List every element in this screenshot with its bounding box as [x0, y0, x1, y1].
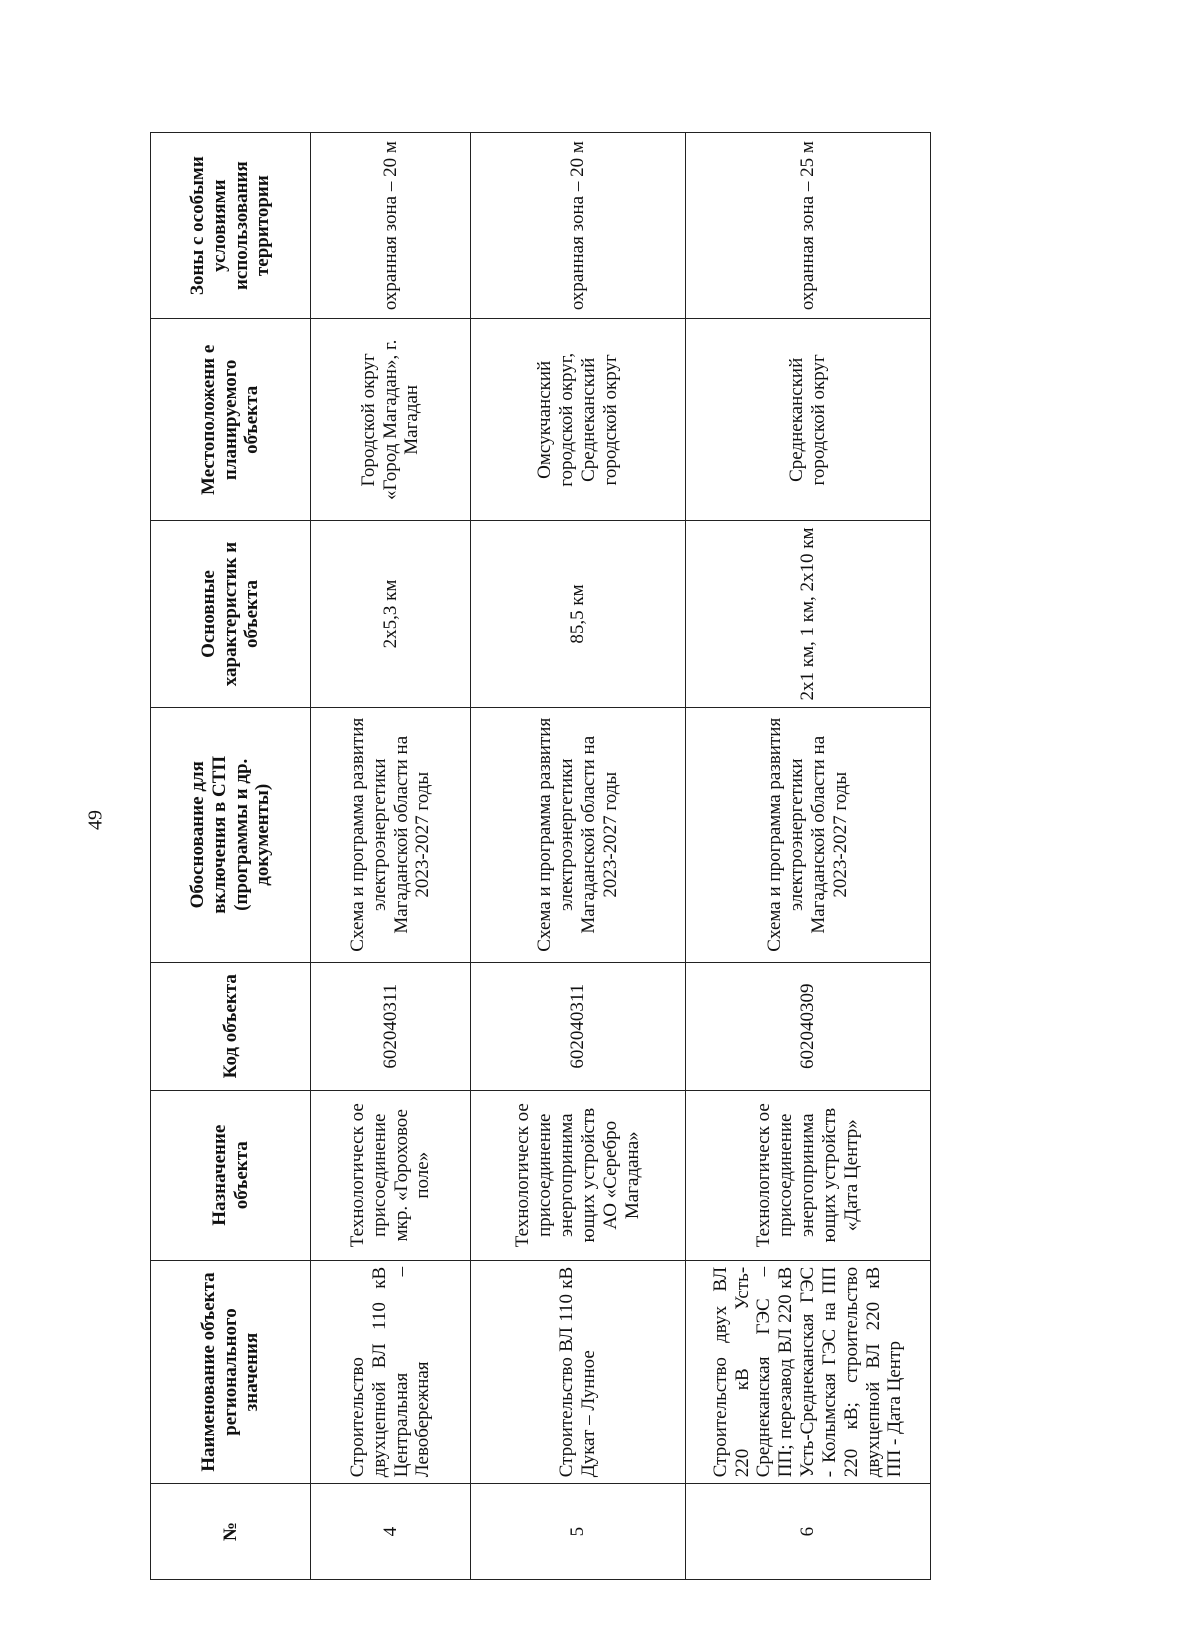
- cell-location: Городской округ «Город Магадан», г. Магадан: [311, 319, 471, 521]
- header-specs: Основные характеристик и объекта: [151, 521, 311, 707]
- table-row: [471, 133, 686, 1580]
- page-number: 49: [84, 810, 107, 830]
- cell-purpose: Технологическ ое присоединение мкр. «Гороховое поле»: [311, 1090, 471, 1260]
- cell-specs: 2х1 км, 1 км, 2х10 км: [686, 521, 931, 707]
- table-row: [686, 133, 931, 1580]
- cell-code: 602040309: [686, 962, 931, 1090]
- header-basis: Обоснование для включения в СТП (программы и др. документы): [151, 707, 311, 962]
- cell-name: Строительство ВЛ 110 кВ Дукат – Лунное: [471, 1260, 686, 1483]
- cell-zones: охранная зона – 25 м: [686, 133, 931, 319]
- cell-basis: Схема и программа развития электроэнергетики Магаданской области на 2023-2027 годы: [471, 707, 686, 962]
- cell-name: Строительство двухцепной ВЛ 110 кВ Центральная – Левобережная: [311, 1260, 471, 1483]
- table-row: [311, 133, 471, 1580]
- rotated-table-container: [150, 132, 930, 1580]
- header-code: Код объекта: [151, 962, 311, 1090]
- table-header-row: [151, 133, 311, 1580]
- cell-zones: охранная зона – 20 м: [471, 133, 686, 319]
- cell-name: Строительство двух ВЛ 220 кВ Усть-Среднеканская ГЭС – ПП; перезавод ВЛ 220 кВ Усть-Среднеканская ГЭС - Колымская ГЭС на ПП 220 кВ; строительство двухцепной ВЛ 220 кВ ПП - Дата Центр: [686, 1260, 931, 1483]
- objects-table: [150, 132, 931, 1580]
- header-location: Местоположени е планируемого объекта: [151, 319, 311, 521]
- cell-num: 6: [686, 1484, 931, 1580]
- header-num: №: [151, 1484, 311, 1580]
- cell-code: 602040311: [311, 962, 471, 1090]
- cell-specs: 2х5,3 км: [311, 521, 471, 707]
- header-purpose: Назначение объекта: [151, 1090, 311, 1260]
- cell-zones: охранная зона – 20 м: [311, 133, 471, 319]
- header-name: Наименование объекта регионального значения: [151, 1260, 311, 1483]
- cell-purpose: Технологическ ое присоединение энергопринима ющих устройств «Дата Центр»: [686, 1090, 931, 1260]
- cell-location: Омсукчанский городской округ, Среднеканский городской округ: [471, 319, 686, 521]
- cell-basis: Схема и программа развития электроэнергетики Магаданской области на 2023-2027 годы: [311, 707, 471, 962]
- header-zones: Зоны с особыми условиями использования территории: [151, 133, 311, 319]
- cell-num: 5: [471, 1484, 686, 1580]
- cell-basis: Схема и программа развития электроэнергетики Магаданской области на 2023-2027 годы: [686, 707, 931, 962]
- cell-code: 602040311: [471, 962, 686, 1090]
- cell-location: Среднеканский городской округ: [686, 319, 931, 521]
- cell-specs: 85,5 км: [471, 521, 686, 707]
- cell-num: 4: [311, 1484, 471, 1580]
- cell-purpose: Технологическ ое присоединение энергопринима ющих устройств АО «Серебро Магадана»: [471, 1090, 686, 1260]
